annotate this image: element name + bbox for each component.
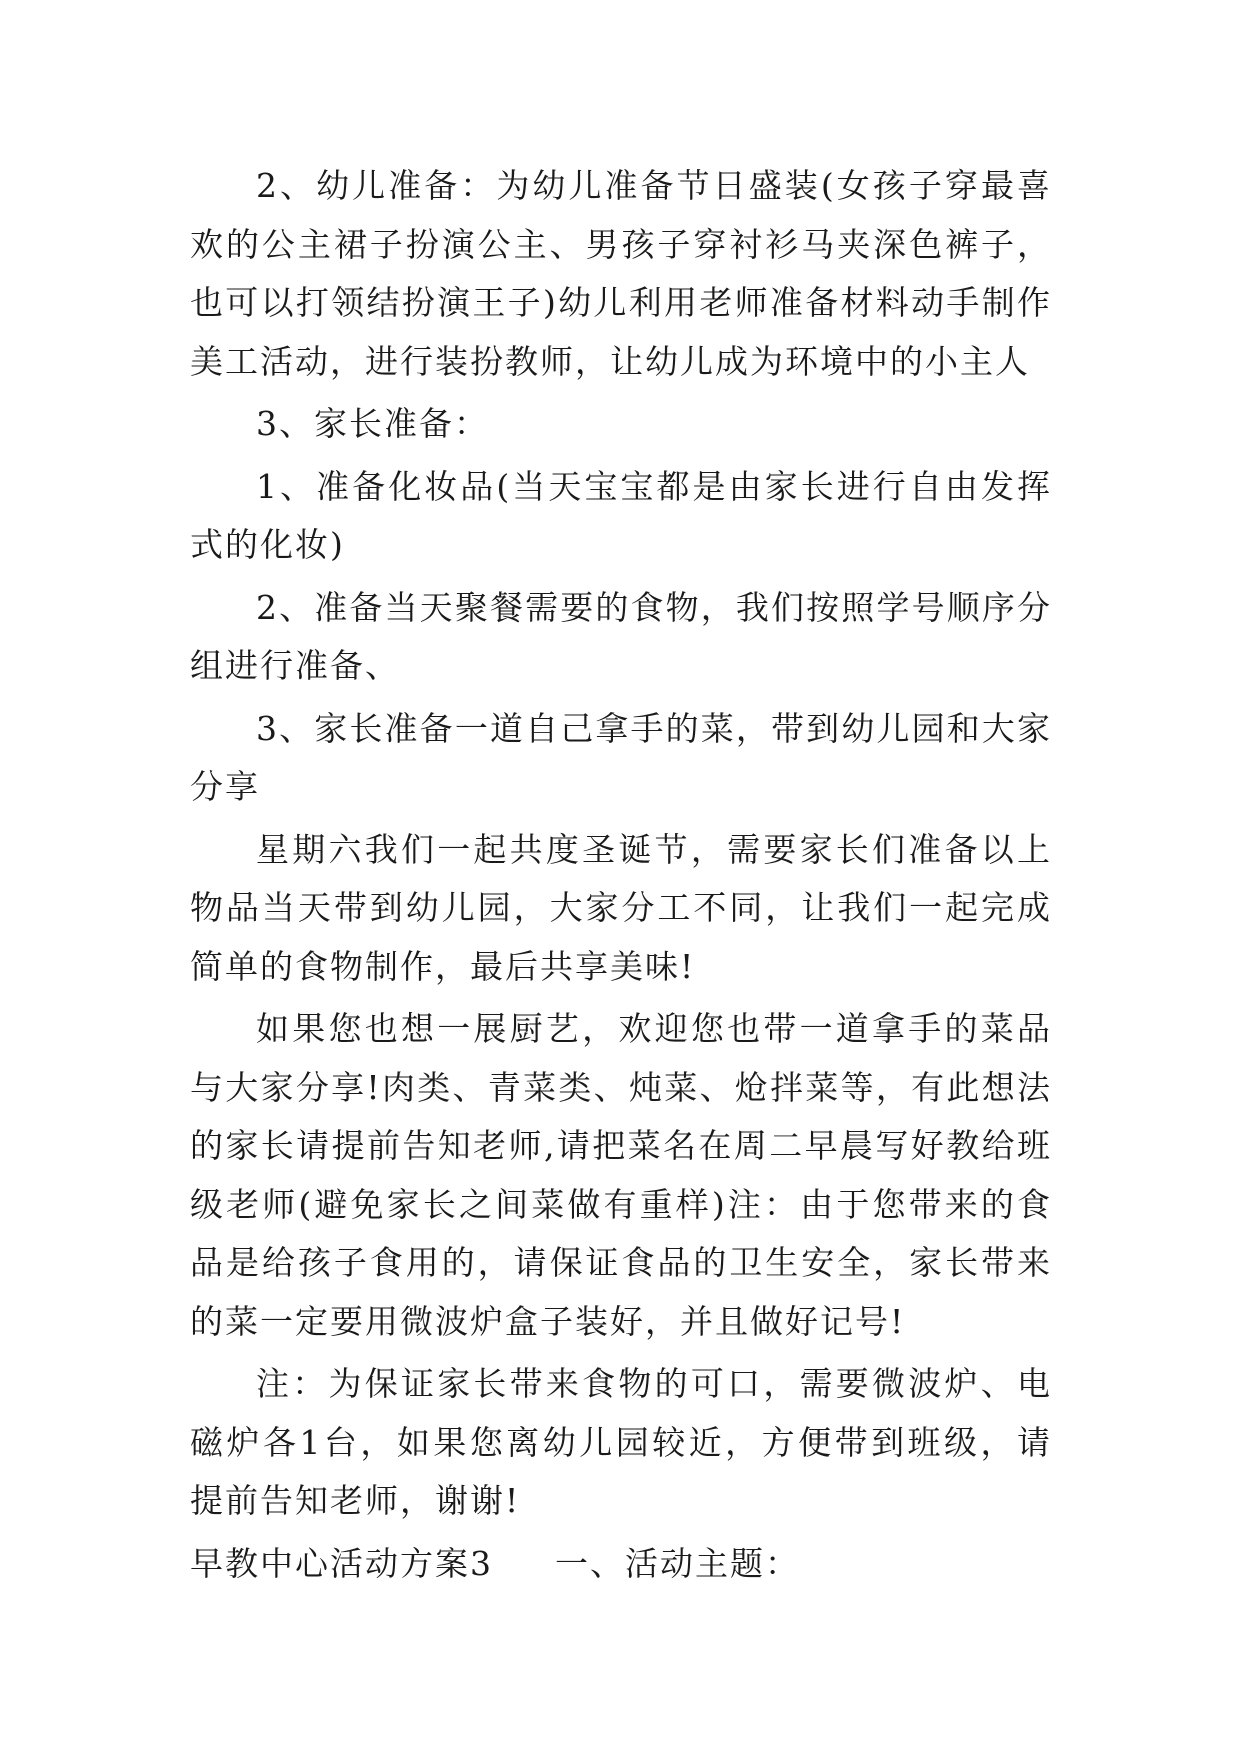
paragraph-saturday-christmas: 星期六我们一起共度圣诞节，需要家长们准备以上物品当天带到幼儿园，大家分工不同，让我们一起完成简单的食物制作，最后共享美味!: [190, 829, 1052, 986]
section-title: 早教中心活动方案3: [190, 1543, 493, 1583]
paragraph-food: 2、准备当天聚餐需要的食物，我们按照学号顺序分组进行准备、: [190, 587, 1052, 685]
section-subtitle: 一、活动主题：: [555, 1543, 800, 1583]
paragraph-microwave-note: 注：为保证家长带来食物的可口，需要微波炉、电磁炉各1台，如果您离幼儿园较近，方便带到班级，请提前告知老师，谢谢!: [190, 1364, 1052, 1520]
paragraph-cosmetics: 1、准备化妆品(当天宝宝都是由家长进行自由发挥式的化妆): [190, 466, 1052, 564]
document-body: [190, 157, 1052, 1593]
section-heading-line: [190, 1535, 1052, 1594]
paragraph-parent-preparation-heading: 3、家长准备：: [256, 404, 489, 443]
paragraph-signature-dish: 3、家长准备一道自己拿手的菜，带到幼儿园和大家分享: [190, 708, 1052, 806]
paragraph-cooking-invitation: 如果您也想一展厨艺，欢迎您也带一道拿手的菜品与大家分享!肉类、青菜类、炖菜、炝拌菜等，有此想法的家长请提前告知老师,请把菜名在周二早晨写好教给班级老师(避免家长之间菜做有重样)注：由于您带来的食品是给孩子食用的，请保证食品的卫生安全，家长带来的菜一定要用微波炉盒子装好，并且做好记号!: [190, 1009, 1052, 1341]
paragraph-child-preparation: 2、幼儿准备：为幼儿准备节日盛装(女孩子穿最喜欢的公主裙子扮演公主、男孩子穿衬衫马夹深色裤子，也可以打领结扮演王子)幼儿利用老师准备材料动手制作美工活动，进行装扮教师，让幼儿成为环境中的小主人: [190, 166, 1052, 381]
